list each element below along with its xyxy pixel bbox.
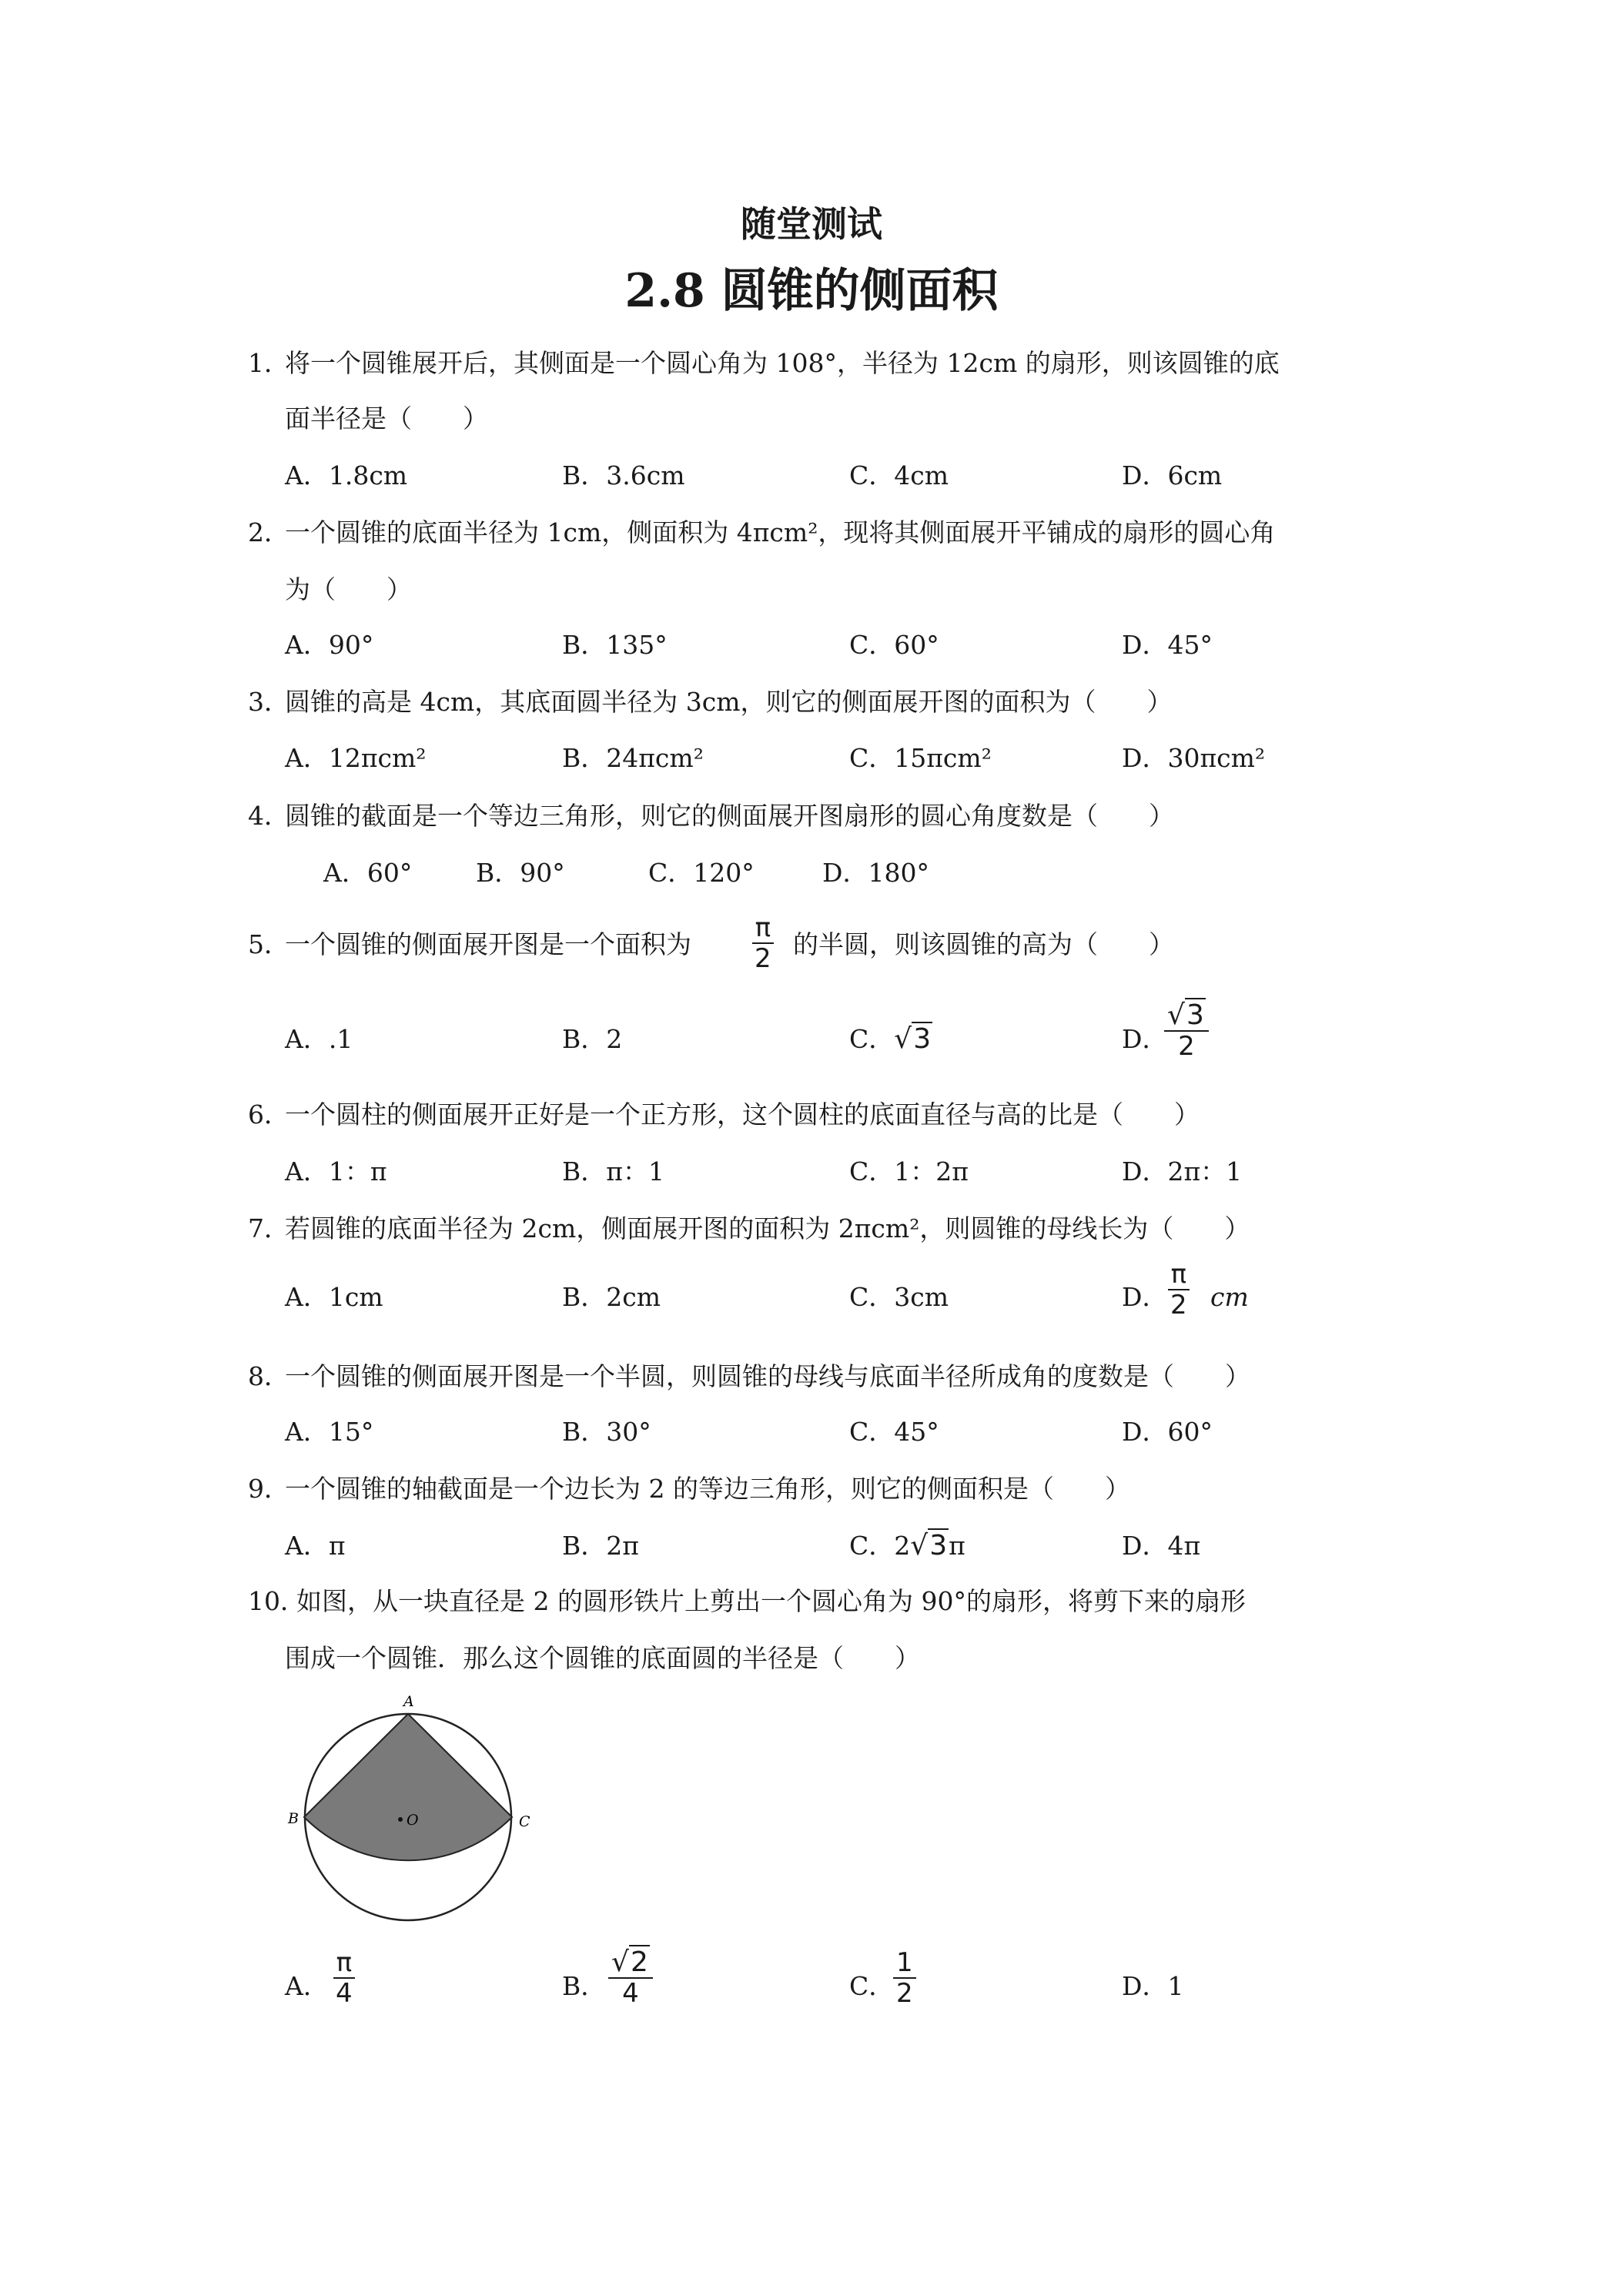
question-4-option-b[interactable]: B．90°	[476, 858, 565, 888]
fraction-denominator: 2	[755, 943, 771, 974]
question-8-option-c[interactable]: C．45°	[849, 1417, 939, 1447]
question-10-option-b-fraction	[608, 1948, 653, 2008]
question-10-option-d[interactable]: D．1	[1122, 1971, 1184, 2001]
question-10-option-a-fraction	[333, 1948, 356, 2008]
fraction-numerator: π	[752, 913, 774, 944]
sqrt-radicand: 3	[929, 1530, 948, 1561]
question-2-number: 2．	[248, 517, 289, 547]
question-10-option-a[interactable]: A．	[285, 1971, 329, 2001]
question-8-option-d[interactable]: D．60°	[1122, 1417, 1213, 1447]
question-2-option-a[interactable]: A．90°	[285, 630, 374, 660]
question-9-option-d[interactable]: D．4π	[1122, 1531, 1201, 1561]
sqrt-radicand: 3	[1186, 999, 1204, 1031]
question-6-option-c[interactable]: C．1：2π	[849, 1156, 969, 1186]
fraction-denominator: 2	[1178, 1031, 1195, 1062]
fraction-denominator: 4	[622, 1978, 639, 2009]
option-label: D．	[1122, 1024, 1168, 1054]
question-3-line-1: 圆锥的高是 4cm，其底面圆半径为 3cm，则它的侧面展开图的面积为（ ）	[285, 687, 1173, 717]
question-7-option-d-fraction	[1167, 1260, 1190, 1320]
fraction-numerator: √2	[608, 1948, 653, 1979]
question-10-line-2: 围成一个圆锥．那么这个圆锥的底面圆的半径是（ ）	[285, 1643, 920, 1673]
question-7-option-d-unit: cm	[1210, 1282, 1249, 1312]
fraction-denominator: 4	[336, 1978, 353, 2009]
question-2-option-d[interactable]: D．45°	[1122, 630, 1213, 660]
sector-shape	[304, 1714, 512, 1860]
fraction-numerator: π	[333, 1948, 355, 1979]
question-8-option-b[interactable]: B．30°	[562, 1417, 651, 1447]
question-10-option-c-fraction	[893, 1948, 916, 2008]
question-5-option-b[interactable]: B．2	[562, 1024, 623, 1054]
question-10-line-1: 如图，从一块直径是 2 的圆形铁片上剪出一个圆心角为 90°的扇形，将剪下来的扇形	[296, 1586, 1246, 1616]
question-1-option-b[interactable]: B．3.6cm	[562, 460, 685, 490]
question-9-line-1: 一个圆锥的轴截面是一个边长为 2 的等边三角形，则它的侧面积是（ ）	[285, 1474, 1130, 1504]
option-label: C．	[849, 1024, 895, 1054]
question-6-option-d[interactable]: D．2π：1	[1122, 1156, 1243, 1186]
question-7-option-a[interactable]: A．1cm	[285, 1282, 383, 1312]
option-suffix: π	[949, 1531, 965, 1561]
question-5-line-1b: 的半圆，则该圆锥的高为（ ）	[793, 929, 1174, 959]
question-8-line-1: 一个圆锥的侧面展开图是一个半圆，则圆锥的母线与底面半径所成角的度数是（ ）	[285, 1361, 1250, 1391]
question-1-number: 1．	[248, 348, 289, 378]
question-9-option-c[interactable]	[849, 1531, 965, 1561]
question-5-line-1a: 一个圆锥的侧面展开图是一个面积为	[285, 929, 691, 959]
sqrt-radicand: 2	[630, 1946, 648, 1978]
question-6-number: 6．	[248, 1099, 289, 1130]
question-5-fraction	[751, 913, 775, 973]
page-title: 2.8 圆锥的侧面积	[624, 264, 999, 318]
question-3-option-d[interactable]: D．30πcm²	[1122, 743, 1266, 773]
question-3-number: 3．	[248, 687, 289, 717]
label-b: B	[288, 1810, 299, 1827]
question-9-option-a[interactable]: A．π	[285, 1531, 346, 1561]
question-6-option-a[interactable]: A．1：π	[285, 1156, 387, 1186]
question-6-line-1: 一个圆柱的侧面展开正好是一个正方形，这个圆柱的底面直径与高的比是（ ）	[285, 1099, 1200, 1130]
center-point	[398, 1817, 403, 1822]
question-10-option-c[interactable]: C．	[849, 1971, 895, 2001]
sector-in-circle-figure	[277, 1686, 539, 1933]
fraction-denominator: 2	[896, 1978, 913, 2009]
question-7-number: 7．	[248, 1213, 289, 1243]
question-1-line-2: 面半径是（ ）	[285, 403, 488, 433]
question-4-option-c[interactable]: C．120°	[648, 858, 755, 888]
question-10-number: 10．	[248, 1586, 306, 1616]
fraction-denominator: 2	[1170, 1290, 1187, 1320]
label-c: C	[519, 1813, 530, 1830]
question-10-option-b[interactable]: B．	[562, 1971, 607, 2001]
sqrt-expression: √3	[910, 1530, 948, 1561]
question-3-option-b[interactable]: B．24πcm²	[562, 743, 704, 773]
question-5-option-c[interactable]	[849, 1024, 932, 1055]
fraction-numerator: 1	[893, 1948, 916, 1979]
question-4-option-a[interactable]: A．60°	[323, 858, 413, 888]
question-5-number: 5．	[248, 929, 289, 959]
question-3-option-a[interactable]: A．12πcm²	[285, 743, 427, 773]
option-label: C．2	[849, 1531, 911, 1561]
question-5-option-d-fraction	[1164, 1001, 1209, 1061]
sqrt-expression: √3	[894, 1023, 932, 1055]
question-1-option-c[interactable]: C．4cm	[849, 460, 949, 490]
question-4-line-1: 圆锥的截面是一个等边三角形，则它的侧面展开图扇形的圆心角度数是（ ）	[285, 801, 1174, 831]
question-2-option-c[interactable]: C．60°	[849, 630, 939, 660]
label-o: O	[407, 1812, 419, 1829]
question-9-option-b[interactable]: B．2π	[562, 1531, 639, 1561]
question-4-option-d[interactable]: D．180°	[822, 858, 929, 888]
question-1-line-1: 将一个圆锥展开后，其侧面是一个圆心角为 108°，半径为 12cm 的扇形，则该圆锥的底	[285, 348, 1280, 378]
question-2-line-2: 为（ ）	[285, 574, 412, 604]
question-7-option-c[interactable]: C．3cm	[849, 1282, 949, 1312]
question-7-option-d[interactable]: D．	[1122, 1282, 1168, 1312]
question-2-line-1: 一个圆锥的底面半径为 1cm，侧面积为 4πcm²，现将其侧面展开平铺成的扇形的圆心角	[285, 517, 1276, 547]
question-8-option-a[interactable]: A．15°	[285, 1417, 374, 1447]
sqrt-radicand: 3	[913, 1023, 932, 1055]
question-5-option-d[interactable]	[1122, 1024, 1167, 1055]
question-5-option-a[interactable]: A．.1	[285, 1024, 353, 1054]
label-a: A	[403, 1693, 414, 1710]
question-8-number: 8．	[248, 1361, 289, 1391]
question-1-option-a[interactable]: A．1.8cm	[285, 460, 408, 490]
question-7-option-b[interactable]: B．2cm	[562, 1282, 661, 1312]
page-subtitle: 随堂测试	[741, 203, 882, 245]
question-6-option-b[interactable]: B．π：1	[562, 1156, 664, 1186]
question-7-line-1: 若圆锥的底面半径为 2cm，侧面展开图的面积为 2πcm²，则圆锥的母线长为（ ）	[285, 1213, 1250, 1243]
question-9-number: 9．	[248, 1474, 289, 1504]
question-2-option-b[interactable]: B．135°	[562, 630, 668, 660]
fraction-numerator: π	[1168, 1260, 1190, 1290]
fraction-numerator: √3	[1164, 1001, 1209, 1032]
question-4-number: 4．	[248, 801, 289, 831]
question-3-option-c[interactable]: C．15πcm²	[849, 743, 992, 773]
question-1-option-d[interactable]: D．6cm	[1122, 460, 1223, 490]
